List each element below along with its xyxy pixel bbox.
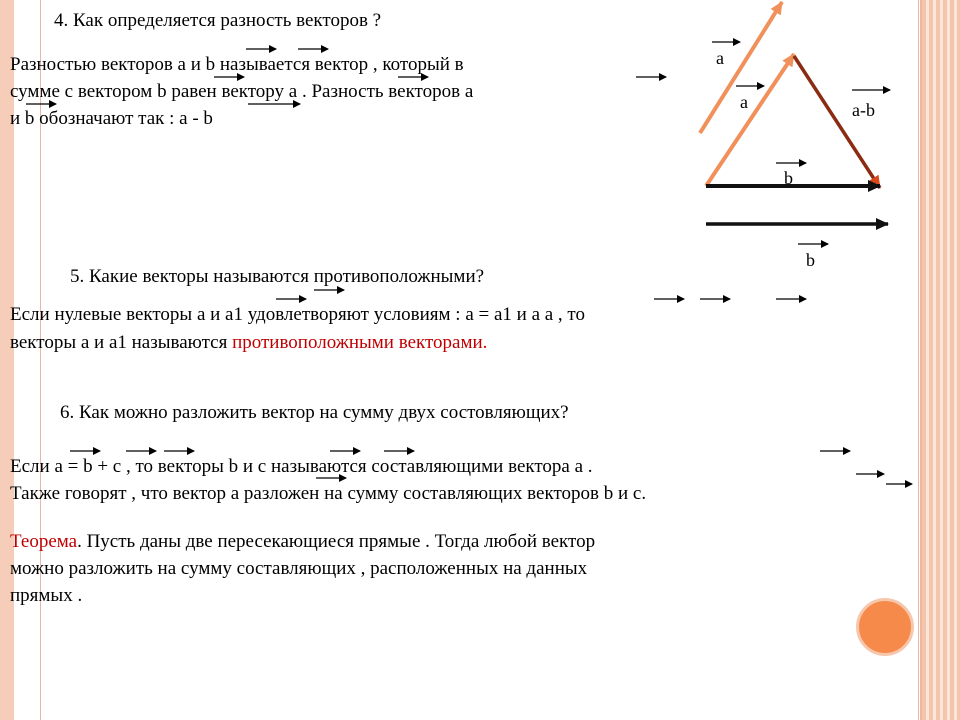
theorem-line-3: прямых .	[10, 585, 83, 606]
diagram-label-a-top: a	[716, 48, 724, 68]
vector-difference-diagram	[690, 0, 920, 280]
theorem-term: Теорема	[10, 531, 78, 552]
q5-line-2-prefix: векторы а и а1 называются	[10, 332, 233, 353]
theorem-line-1	[10, 530, 595, 554]
q5-title: 5. Какие векторы называются противоположными?	[70, 266, 485, 287]
vector-a-standalone	[700, 2, 782, 133]
triangle-side-a	[706, 54, 794, 186]
right-border-decoration	[922, 0, 960, 720]
q4-line-2: сумме с вектором b равен вектору а . Разность векторов а	[10, 81, 474, 102]
q4-title: 4. Как определяется разность векторов ?	[54, 10, 382, 31]
q6-line-1: Если а = b + с , то векторы b и с называются составляющими вектора а .	[10, 456, 593, 477]
diagram-label-b-bottom: b	[806, 250, 815, 270]
diagram-label-a-minus-b: a-b	[852, 100, 875, 120]
triangle-side-a-minus-b	[794, 56, 880, 188]
diagram-label-b-base: b	[784, 168, 793, 188]
diagram-label-a-side: a	[740, 92, 748, 112]
q4-line-3: и b обозначают так : а - b	[10, 108, 213, 129]
opposite-vectors-term: противоположными векторами.	[232, 332, 488, 353]
q6-title: 6. Как можно разложить вектор на сумму двух состовляющих?	[60, 402, 569, 423]
slide-decoration-circle	[856, 598, 914, 656]
q5-line-1: Если нулевые векторы а и а1 удовлетворяют условиям : а = а1 и а а , то	[10, 304, 585, 325]
q5-line-2	[10, 331, 487, 355]
q4-line-1: Разностью векторов а и b называется вектор , который в	[10, 54, 464, 75]
theorem-rest: . Пусть даны две пересекающиеся прямые . Тогда любой вектор	[77, 531, 596, 552]
q6-line-2: Также говорят , что вектор а разложен на сумму составляющих векторов b и с.	[10, 483, 647, 504]
theorem-line-2: можно разложить на сумму составляющих , расположенных на данных	[10, 558, 588, 579]
